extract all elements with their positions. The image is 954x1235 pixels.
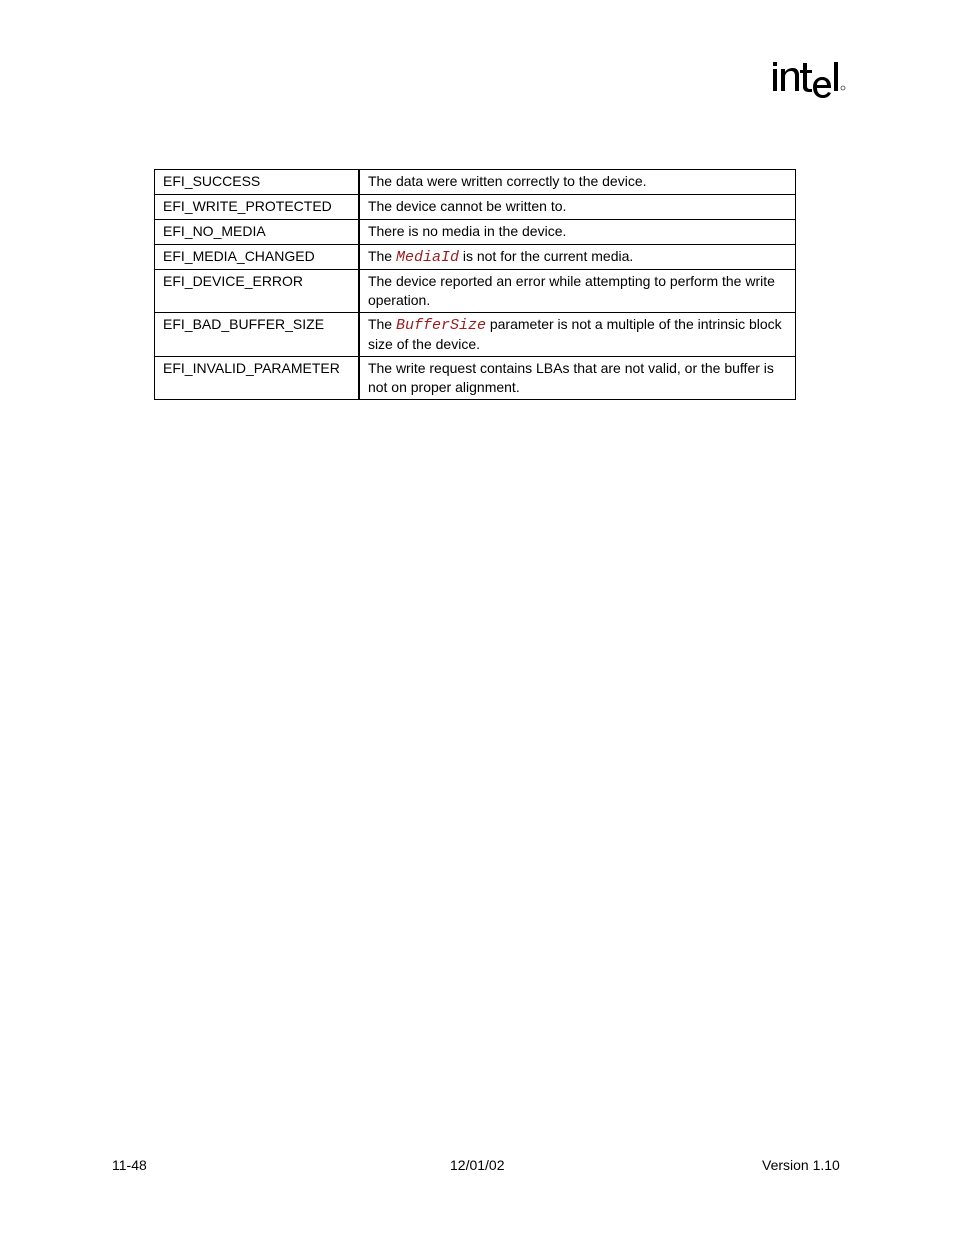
status-description: The data were written correctly to the device. [359,170,796,195]
table-row [155,270,796,313]
intel-logo-graphic [769,58,849,106]
table-row [155,245,796,270]
status-description [359,245,796,270]
parameter-name: BufferSize [395,317,486,334]
status-code: EFI_NO_MEDIA [155,220,359,245]
footer-date: 12/01/02 [450,1157,505,1173]
status-code: EFI_WRITE_PROTECTED [155,195,359,220]
table-row [155,313,796,357]
status-code-table [154,169,796,400]
status-description: The device cannot be written to. [359,195,796,220]
description-text: The [367,248,396,264]
status-code: EFI_MEDIA_CHANGED [155,245,359,270]
status-code: EFI_BAD_BUFFER_SIZE [155,313,359,357]
table-row [155,220,796,245]
description-text: is not for the current media. [458,248,634,264]
table-row [155,357,796,400]
table-row [155,195,796,220]
status-description: The device reported an error while attempting to perform the write operation. [359,270,796,313]
footer-version: Version 1.10 [762,1157,840,1173]
status-description: There is no media in the device. [359,220,796,245]
status-description [359,313,796,357]
intel-logo [769,58,849,106]
table-row [155,170,796,195]
status-code: EFI_DEVICE_ERROR [155,270,359,313]
page-number: 11-48 [112,1157,147,1173]
description-text: parameter is not a multiple of the intrinsic block size of the device. [367,316,782,352]
description-text: The [367,316,396,332]
status-code: EFI_INVALID_PARAMETER [155,357,359,400]
status-description: The write request contains LBAs that are not valid, or the buffer is not on proper alignment. [359,357,796,400]
parameter-name: MediaId [395,249,459,266]
status-code: EFI_SUCCESS [155,170,359,195]
